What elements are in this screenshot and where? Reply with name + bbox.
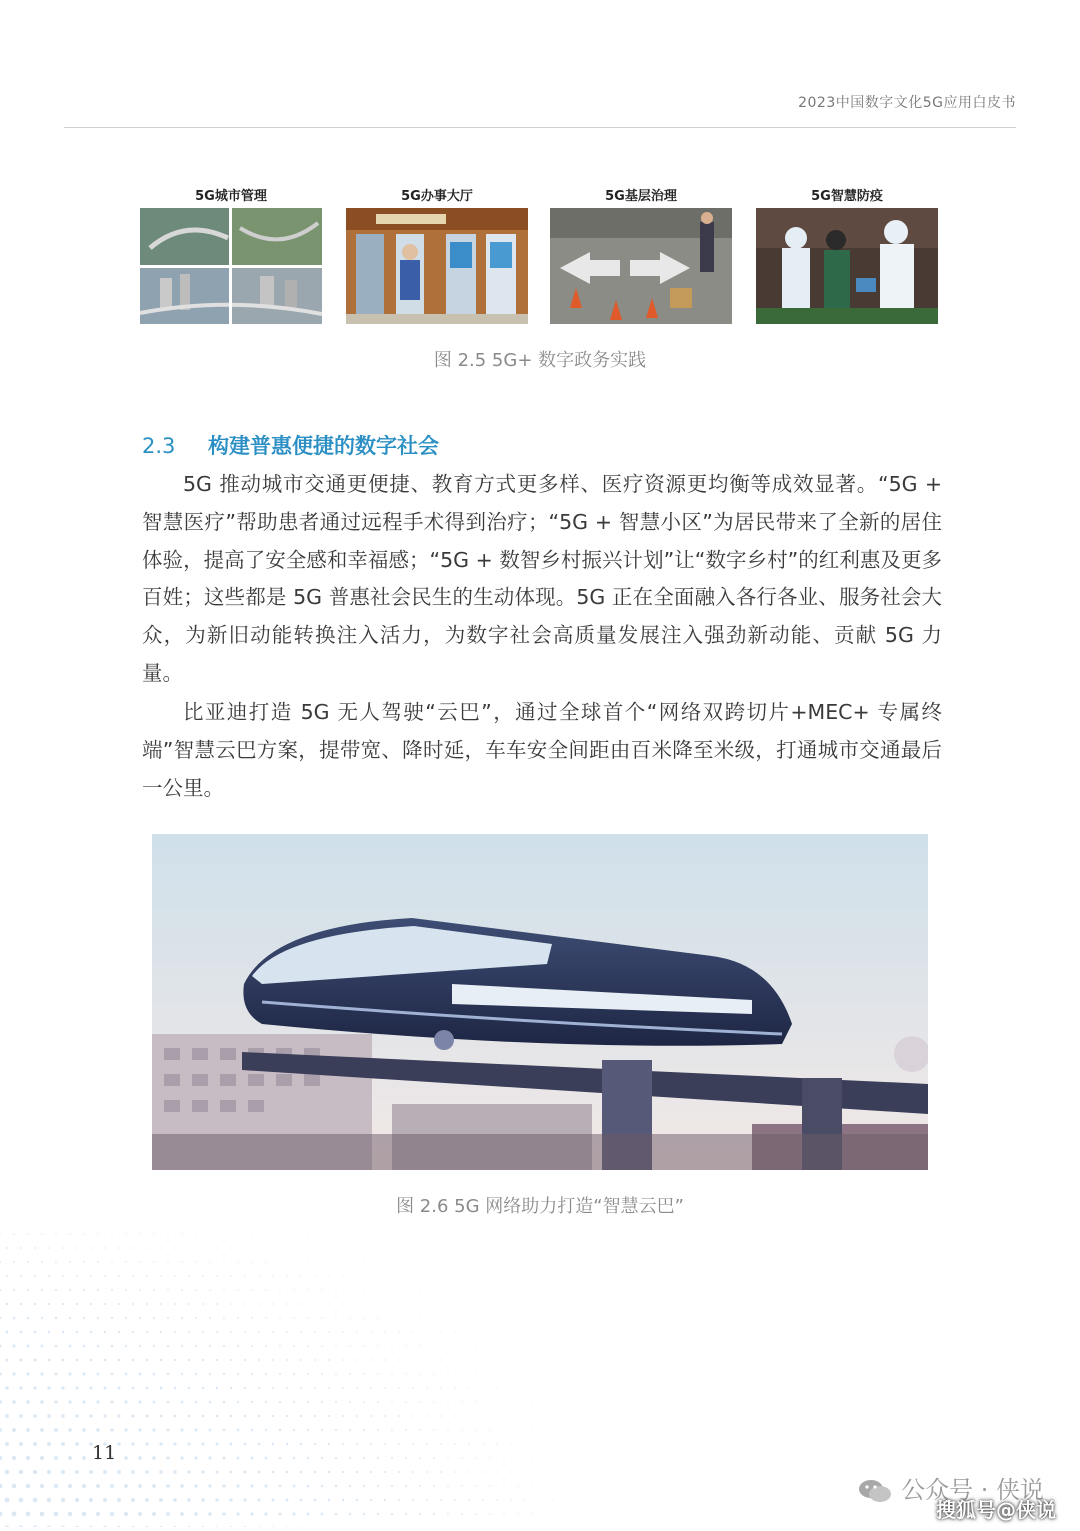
service-hall-photo <box>346 208 528 324</box>
page-number: 11 <box>92 1442 116 1464</box>
panel-grassroots-governance <box>550 186 732 324</box>
governance-photo <box>550 208 732 324</box>
panel-label: 5G智慧防疫 <box>756 186 938 208</box>
section-title: 构建普惠便捷的数字社会 <box>208 434 439 458</box>
panel-service-hall <box>346 186 528 324</box>
panel-city-management <box>140 186 322 324</box>
panel-epidemic-prevention <box>756 186 938 324</box>
header-divider <box>64 127 1016 128</box>
figure-gallery <box>0 186 1080 326</box>
section-number: 2.3 <box>142 434 208 458</box>
figure-caption: 图 2.5 5G+ 数字政务实践 <box>0 346 1080 372</box>
body-paragraph: 比亚迪打造 5G 无人驾驶“云巴”，通过全球首个“网络双跨切片+MEC+ 专属终端”智慧云巴方案，提带宽、降时延，车车安全间距由百米降至米级，打通城市交通最后一公里。 <box>142 694 942 807</box>
figure-caption: 图 2.6 5G 网络助力打造“智慧云巴” <box>0 1192 1080 1218</box>
cloud-rail-photo <box>152 834 928 1170</box>
sohu-watermark: 搜狐号@侠说 <box>936 1494 1056 1523</box>
panel-label: 5G基层治理 <box>550 186 732 208</box>
city-aerial-photo <box>140 208 322 324</box>
watermark-text: 公众号 · 侠说 <box>901 1476 1044 1504</box>
wechat-icon <box>857 1478 893 1504</box>
section-heading <box>142 430 439 460</box>
panel-label: 5G城市管理 <box>140 186 322 208</box>
running-header: 2023中国数字文化5G应用白皮书 <box>798 92 1016 112</box>
epidemic-prevention-photo <box>756 208 938 324</box>
panel-label: 5G办事大厅 <box>346 186 528 208</box>
body-paragraph: 5G 推动城市交通更便捷、教育方式更多样、医疗资源更均衡等成效显著。“5G + 智慧医疗”帮助患者通过远程手术得到治疗；“5G + 智慧小区”为居民带来了全新的居住体验，提高了安全感和幸福感；“5G + 数智乡村振兴计划”让“数字乡村”的红利惠及更多百姓；这些都是 5G 普惠社会民生的生动体现。5G 正在全面融入各行各业、服务社会大众，为新旧动能转换注入活力，为数字社会高质量发展注入强劲新动能、贡献 5G 力量。 <box>142 466 942 693</box>
